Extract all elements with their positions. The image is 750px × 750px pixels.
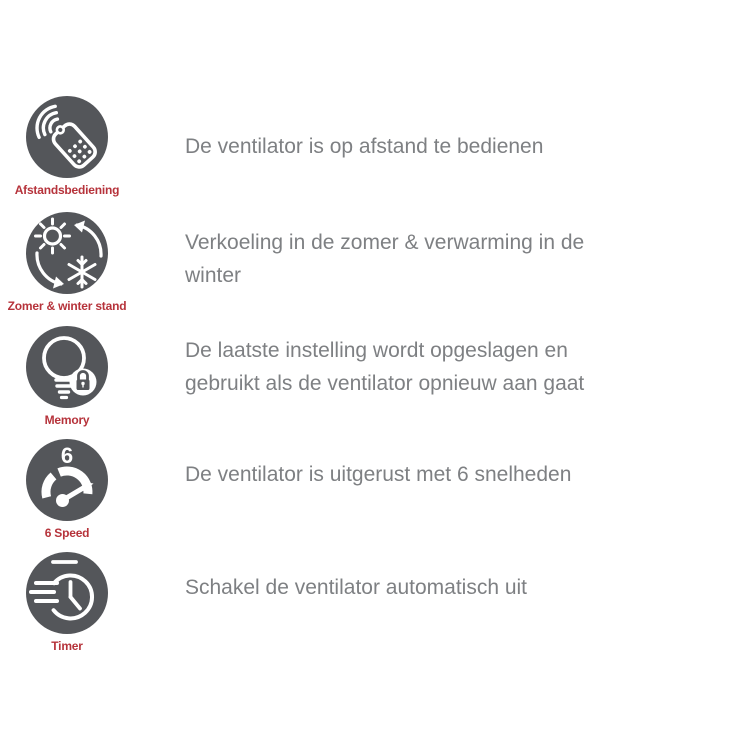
remote-control-icon xyxy=(26,96,108,178)
feature-description xyxy=(185,571,705,604)
summer-winter-icon xyxy=(26,212,108,294)
gauge-number: 6 xyxy=(60,443,74,468)
feature-description xyxy=(185,130,705,163)
feature-description-line: gebruikt als de ventilator opnieuw aan gaat xyxy=(185,372,585,395)
feature-description xyxy=(185,226,705,292)
feature-row-timer xyxy=(0,552,134,653)
feature-description xyxy=(185,334,705,400)
feature-label: 6 Speed xyxy=(44,526,90,540)
feature-row-six-speed xyxy=(0,439,134,540)
feature-label: Timer xyxy=(51,639,83,653)
feature-description-line: Verkoeling in de zomer & verwarming in de xyxy=(185,231,585,254)
timer-icon xyxy=(26,552,108,634)
feature-description xyxy=(185,458,705,491)
memory-icon xyxy=(26,326,108,408)
feature-description-line: De laatste instelling wordt opgeslagen en xyxy=(185,339,568,362)
six-speed-gauge-icon xyxy=(26,439,108,521)
feature-description-line: winter xyxy=(185,264,242,287)
feature-row-memory xyxy=(0,326,134,427)
feature-row-summer-winter xyxy=(0,212,134,313)
feature-label: Afstandsbediening xyxy=(14,183,120,197)
feature-description-line: Schakel de ventilator automatisch uit xyxy=(185,576,528,599)
feature-description-line: De ventilator is uitgerust met 6 snelheden xyxy=(185,463,572,486)
feature-description-line: De ventilator is op afstand te bedienen xyxy=(185,135,544,158)
feature-label: Memory xyxy=(44,413,90,427)
feature-row-remote xyxy=(0,96,134,197)
feature-label: Zomer & winter stand xyxy=(7,299,127,313)
